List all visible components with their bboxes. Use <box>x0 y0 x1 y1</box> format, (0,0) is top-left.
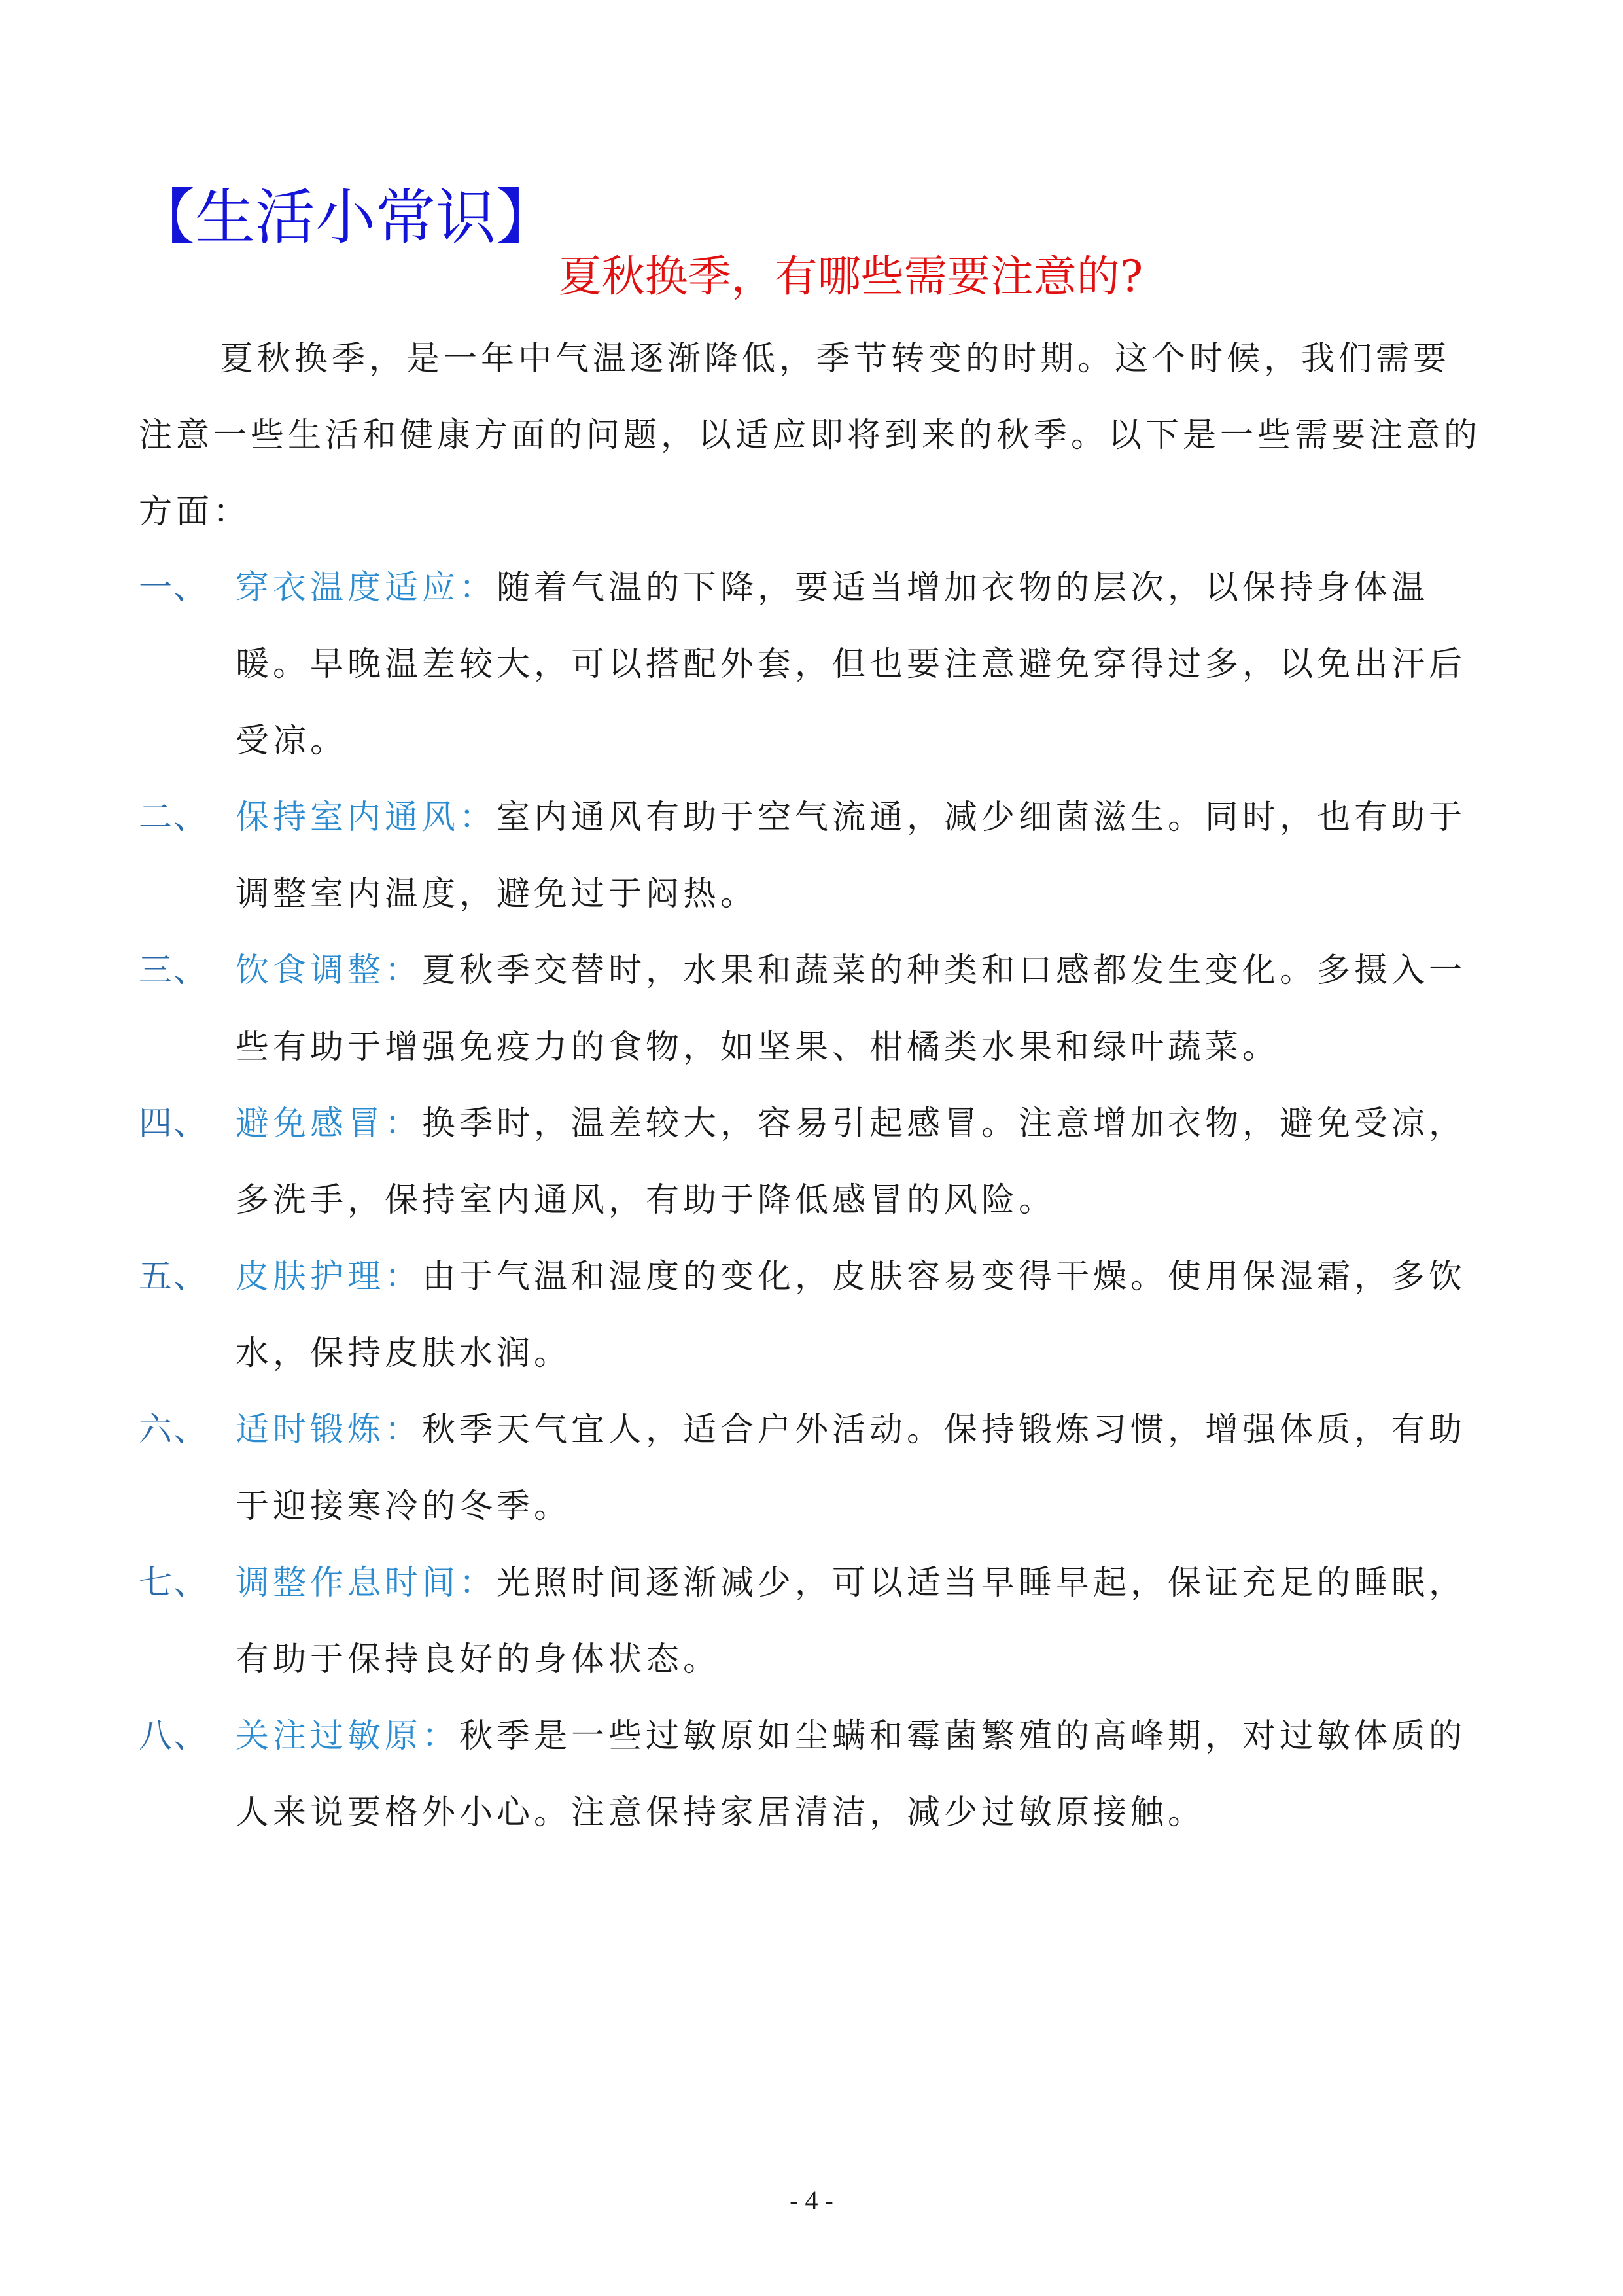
list-item <box>139 1545 1499 1698</box>
item-body: 随着气温的下降，要适当增加衣物的层次，以保持身体温暖。早晚温差较大，可以搭配外套，但也要注意避免穿得过多，以免出汗后受凉。 <box>236 569 1467 760</box>
item-term: 保持室内通风： <box>236 798 497 837</box>
list-item <box>139 1392 1499 1545</box>
item-marker: 一、 <box>139 569 209 607</box>
item-body: 秋季是一些过敏原如尘螨和霉菌繁殖的高峰期，对过敏体质的人来说要格外小心。注意保持家居清洁，减少过敏原接触。 <box>236 1717 1467 1832</box>
item-body: 夏秋季交替时，水果和蔬菜的种类和口感都发生变化。多摄入一些有助于增强免疫力的食物，如坚果、柑橘类水果和绿叶蔬菜。 <box>236 951 1467 1067</box>
item-marker: 五、 <box>139 1258 209 1296</box>
item-marker: 六、 <box>139 1411 209 1449</box>
item-marker: 四、 <box>139 1104 209 1143</box>
item-body: 秋季天气宜人，适合户外活动。保持锻炼习惯，增强体质，有助于迎接寒冷的冬季。 <box>236 1411 1467 1526</box>
item-term: 皮肤护理： <box>236 1258 423 1296</box>
item-term: 避免感冒： <box>236 1104 423 1143</box>
item-body: 换季时，温差较大，容易引起感冒。注意增加衣物，避免受凉，多洗手，保持室内通风，有助于降低感冒的风险。 <box>236 1104 1467 1220</box>
tips-list <box>139 550 1499 1851</box>
list-item <box>139 1086 1499 1239</box>
list-item <box>139 550 1499 779</box>
item-marker: 三、 <box>139 951 209 990</box>
section-tag: 【生活小常识】 <box>135 183 557 253</box>
item-marker: 七、 <box>139 1564 209 1602</box>
item-term: 适时锻炼： <box>236 1411 423 1449</box>
item-marker: 八、 <box>139 1717 209 1756</box>
page-title: 夏秋换季，有哪些需要注意的? <box>558 251 1143 302</box>
item-marker: 二、 <box>139 798 209 837</box>
item-term: 饮食调整： <box>236 951 423 990</box>
page-number: - 4 - <box>790 2185 833 2215</box>
list-item <box>139 779 1499 932</box>
list-item <box>139 932 1499 1086</box>
item-term: 关注过敏原： <box>236 1717 460 1756</box>
list-item <box>139 1239 1499 1392</box>
item-body: 光照时间逐渐减少，可以适当早睡早起，保证充足的睡眠，有助于保持良好的身体状态。 <box>236 1564 1467 1679</box>
intro-paragraph: 夏秋换季，是一年中气温逐渐降低，季节转变的时期。这个时候，我们需要注意一些生活和健康方面的问题，以适应即将到来的秋季。以下是一些需要注意的方面： <box>139 340 1482 531</box>
item-body: 由于气温和湿度的变化，皮肤容易变得干燥。使用保湿霜，多饮水，保持皮肤水润。 <box>236 1258 1467 1373</box>
item-body: 室内通风有助于空气流通，减少细菌滋生。同时，也有助于调整室内温度，避免过于闷热。 <box>236 798 1467 913</box>
list-item <box>139 1698 1499 1851</box>
item-term: 穿衣温度适应： <box>236 569 497 607</box>
item-term: 调整作息时间： <box>236 1564 497 1602</box>
